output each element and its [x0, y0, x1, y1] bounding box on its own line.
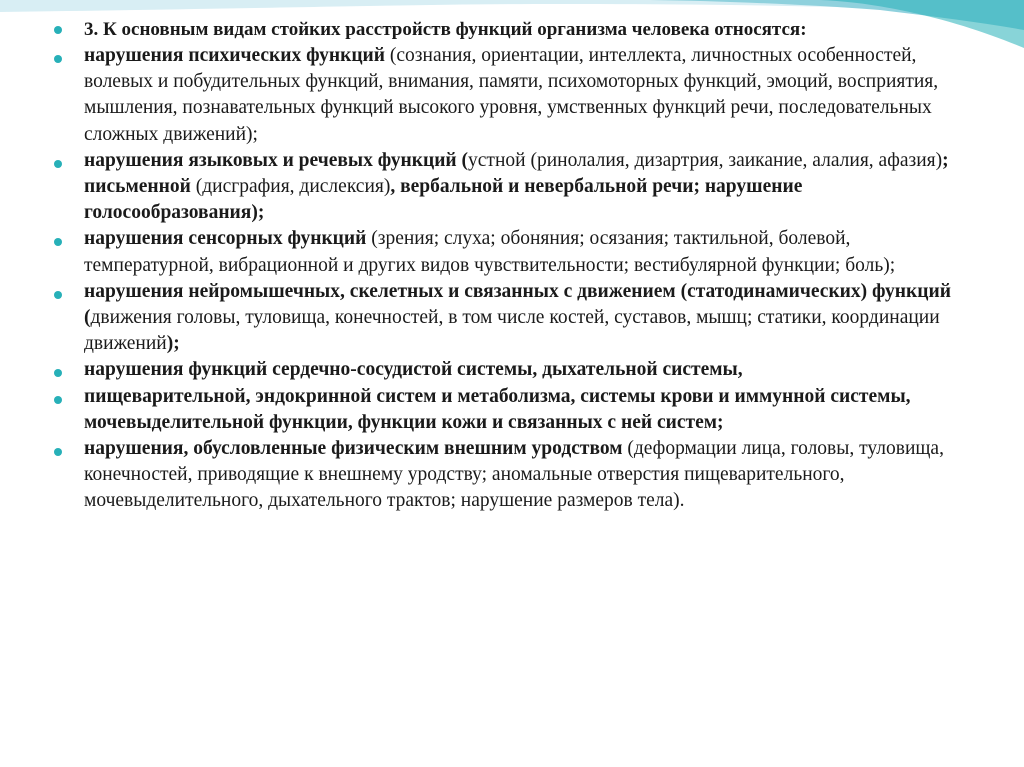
bullet-icon — [54, 369, 62, 377]
bullet-icon — [54, 55, 62, 63]
text-run: (деформации лица, головы, туловища, конечностей, приводящие к внешнему уродству; аномальные отверстия пищеварительного, мочевыделительного, дыхательного трактов; нарушение размеров тела). — [84, 438, 944, 512]
content-area — [54, 17, 969, 515]
list-item-text — [84, 384, 969, 436]
bullet-icon — [54, 26, 62, 34]
bold-text-run: ); — [166, 333, 180, 355]
list-item — [54, 226, 969, 278]
list-item-text — [84, 436, 969, 515]
bullet-icon — [54, 291, 62, 299]
list-item — [54, 279, 969, 358]
bold-text-run: нарушения психических функций — [84, 45, 386, 66]
text-run: (дисграфия, дислексия) — [190, 176, 391, 198]
bold-text-run: нарушения нейромышечных, скелетных и связанных с движением (статодинамических) функций ( — [84, 280, 951, 329]
bullet-icon — [54, 238, 62, 246]
bold-text-run: , вербальной и невербальной речи; нарушение голосообразования); — [84, 176, 803, 224]
text-run: (сознания, ориентации, интеллекта, личностных особенностей, волевых и побудительных функций, внимания, памяти, психомоторных функций, эмоций, восприятия, мышления, познавательных функций высокого уровня, умственных функций речи, последовательных сложных движений); — [84, 45, 939, 145]
text-run: движения головы, туловища, конечностей, в том числе костей, суставов, мышц; статики, координации движений — [84, 307, 940, 355]
list-item-text — [84, 279, 969, 358]
list-item — [54, 148, 969, 227]
list-item — [54, 384, 969, 436]
bold-text-run: нарушения, обусловленные физическим внешним уродством — [84, 438, 623, 460]
bullet-list — [54, 43, 969, 515]
bullet-icon — [54, 448, 62, 456]
text-run: устной (ринолалия, дизартрия, заикание, алалия, афазия) — [468, 149, 943, 171]
bold-text-run: нарушения сенсорных функций — [84, 228, 367, 250]
slide-heading: 3. К основным видам стойких расстройств функций организма человека относятся: — [84, 19, 807, 40]
list-item-text — [84, 226, 969, 278]
bullet-icon — [54, 160, 62, 168]
text-run: (зрения; слуха; обоняния; осязания; тактильной, болевой, температурной, вибрационной и других видов чувствительности; вестибулярной функции; боль); — [84, 228, 896, 276]
list-item — [54, 43, 969, 148]
bold-text-run: ; письменной — [84, 149, 949, 198]
bold-text-run: нарушения языковых и речевых функций ( — [84, 149, 469, 171]
list-item-text — [84, 357, 969, 383]
bullet-icon — [54, 396, 62, 404]
list-item-text — [84, 43, 969, 148]
list-item — [54, 357, 969, 383]
heading-item — [54, 17, 969, 43]
bold-text-run: нарушения функций сердечно-сосудистой системы, дыхательной системы, — [84, 359, 743, 381]
list-item-text — [84, 148, 969, 227]
list-item — [54, 436, 969, 515]
bold-text-run: пищеварительной, эндокринной систем и метаболизма, системы крови и иммунной системы, мочевыделительной функции, функции кожи и связанных с ней систем; — [84, 385, 911, 433]
